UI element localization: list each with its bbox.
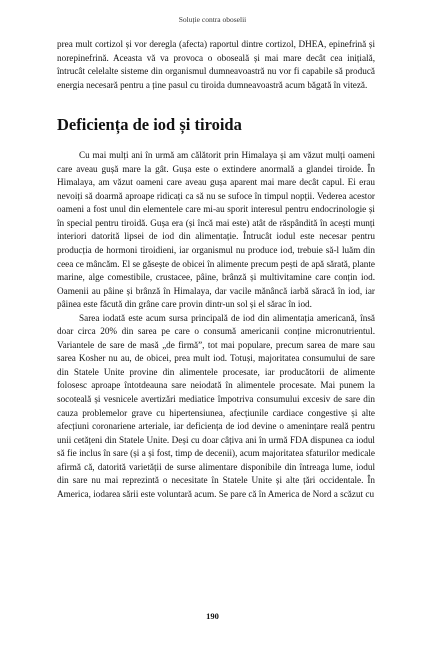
- page-number: 190: [206, 611, 219, 621]
- paragraph-himalaya: Cu mai mulți ani în urmă am călătorit prin Himalaya și am văzut mulți oameni care aveau gușă mare la gât. Gușa este o extindere anormală a glandei tiroide. În Himalaya, am văzut oameni care aveau gușa aparent mai mare decât capul. Ei erau nevoiți să doarmă aproape ridicați ca să nu se sufoce în timpul nopții. Vederea acestor oameni a fost unul din elementele care mi-au sporit interesul pentru endocrinologie și în special pentru tiroidă. Gușa era (și încă mai este) atât de răspândită în acești munți interiori datorită lipsei de iod din alimentație. Întrucât iodul este necesar pentru producția de hormoni tiroidieni, iar organismul nu produce iod, trebuie să-l luăm din ceea ce mâncăm. El se găsește de obicei în alimente precum pești de apă sărată, plante marine, alge comestibile, crustacee, pâine, brânză și multivitamine care conțin iod. Oamenii au pâine și brânză în Himalaya, dar vacile mănâncă iarbă săracă în iod, iar pâinea este făcută din grâne care provin dintr-un sol și el sărac în iod.: [57, 150, 375, 310]
- paragraph-iodized-salt: Sarea iodată este acum sursa principală de iod din alimentația americană, însă doar circa 20% din sarea pe care o consumă americanii conține micronutrientul. Variantele de sare de masă „de firmă”, tot mai populare, precum sarea de mare sau sarea Kosher nu au, de obicei, prea mult iod. Totuși, majoritatea consumului de sare din Statele Unite provine din alimentele procesate, iar producătorii de alimente folosesc aproape întotdeauna sare neiodată în alimentele procesate. Mai punem la socoteală și vesnicele avertizări mediatice împotriva consumului excesiv de sare din cauza problemelor grave cu hipertensiunea, afecțiunile cardiace congestive și alte afecțiuni coronariene arteriale, iar deficiența de iod devine o amenințare reală pentru unii cetățeni din Statele Unite. Deși cu doar câțiva ani în urmă FDA dispunea ca iodul să fie inclus în sare (și a și fost, timp de decenii), acum majoritatea sfaturilor medicale afirmă că, datorită varietății de surse alimentare disponibile din întreaga lume, iodul din sare nu mai reprezintă o necesitate în Statele Unite și alte țări occidentale. În America, iodarea sării este voluntară acum. Se pare că în America de Nord a scăzut cu: [57, 312, 375, 499]
- section-heading: Deficiența de iod și tiroida: [57, 115, 242, 135]
- body-text: [57, 38, 375, 501]
- paragraph-continued: prea mult cortizol și vor deregla (afecta) raportul dintre cortizol, DHEA, epinefrină și norepinefrină. Aceasta vă va provoca o oboseală și mai mare decât cea inițială, întrucât celelalte sisteme din organismul dumneavoastră nu vor fi capabile să producă energia necesară pentru a ține pasul cu tiroida dumneavoastră acum băgată în viteză.: [57, 39, 375, 90]
- running-head: Soluție contra oboselii: [178, 15, 247, 24]
